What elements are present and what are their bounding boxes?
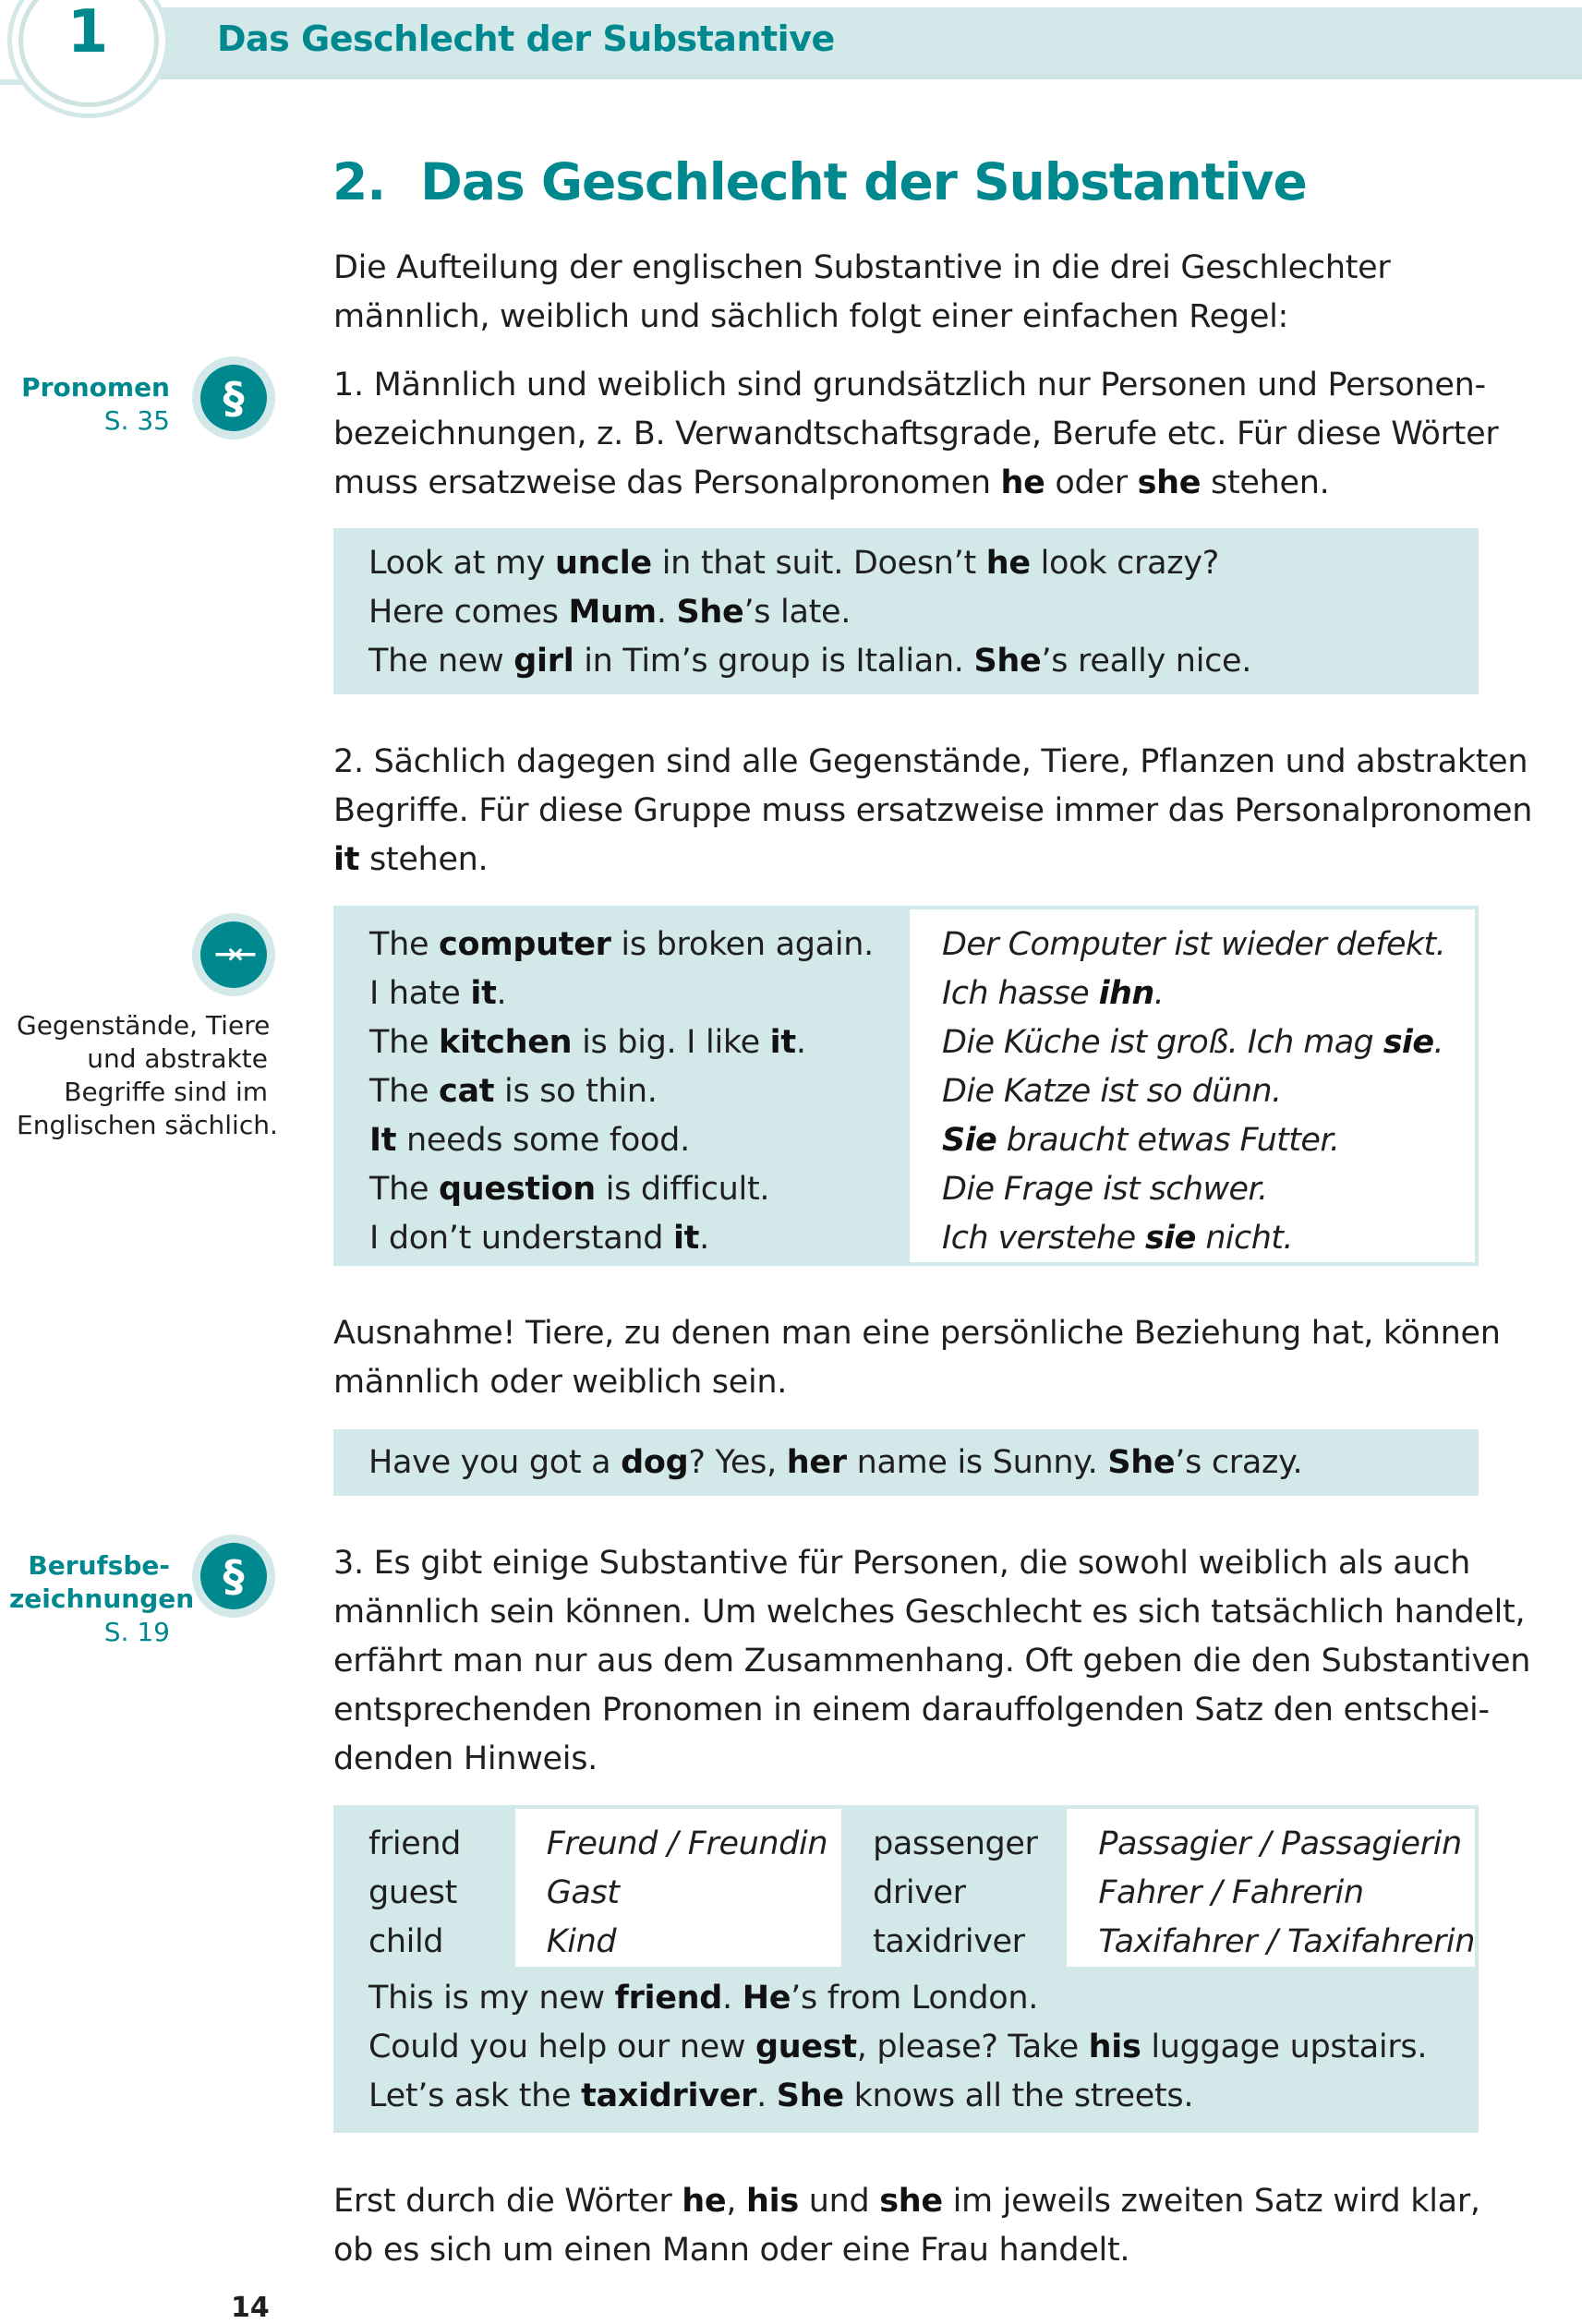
exception-example-box	[333, 1429, 1479, 1496]
text-line: it stehen.	[333, 841, 489, 878]
text-line: Begriffe. Für diese Gruppe muss ersatzweise immer das Personalpronomen	[333, 792, 1533, 829]
text-line: The computer is broken again.	[369, 926, 874, 963]
emphasis: cat	[439, 1073, 495, 1110]
text-line: The kitchen is big. I like it.	[369, 1024, 806, 1061]
text-line: 1. Männlich und weiblich sind grundsätzlich nur Personen und Personen-	[333, 367, 1486, 403]
page-number: 14	[231, 2292, 270, 2324]
side-note-line: und abstrakte	[87, 1043, 268, 1074]
emphasis: she	[879, 2183, 943, 2220]
text-line: 2. Sächlich dagegen sind alle Gegenstände, Tiere, Pflanzen und abstrakten	[333, 743, 1528, 780]
table-cell: driver	[873, 1874, 966, 1911]
emphasis: girl	[513, 643, 574, 680]
emphasis: dog	[621, 1444, 689, 1481]
table-cell: Taxifahrer / Taxifahrerin	[1098, 1923, 1475, 1960]
text-line: männlich oder weiblich sein.	[333, 1364, 788, 1401]
table-cell: passenger	[873, 1825, 1038, 1862]
emphasis: computer	[439, 926, 611, 963]
emphasis: it	[769, 1024, 796, 1061]
compare-arrows-icon: →←	[192, 913, 275, 996]
text-line: erfährt man nur aus dem Zusammenhang. Oft geben die den Substantiven	[333, 1643, 1531, 1680]
text-line: Look at my uncle in that suit. Doesn’t he look crazy?	[368, 545, 1220, 582]
cross-reference-pronomen[interactable]	[18, 371, 170, 438]
text-line: I don’t understand it.	[369, 1220, 709, 1257]
running-title: Das Geschlecht der Substantive	[217, 18, 835, 59]
text-line: Die Katze ist so dünn.	[942, 1073, 1282, 1110]
rule1-paragraph	[333, 361, 1497, 508]
emphasis: his	[1088, 2029, 1141, 2065]
emphasis: question	[439, 1171, 596, 1208]
emphasis: it	[470, 975, 497, 1012]
text-line: I hate it.	[369, 975, 507, 1012]
emphasis: her	[786, 1444, 847, 1481]
table-cell: Gast	[546, 1874, 620, 1911]
cross-reference-page: S. 35	[103, 405, 170, 436]
emphasis: She	[973, 643, 1042, 680]
emphasis: he	[1000, 464, 1045, 501]
text-line: This is my new friend. He’s from London.	[368, 1980, 1039, 2017]
text-line: Erst durch die Wörter he, his und she im jeweils zweiten Satz wird klar,	[333, 2183, 1480, 2220]
text-line: Die Frage ist schwer.	[942, 1171, 1268, 1208]
side-note-line: Gegenstände, Tiere	[17, 1010, 271, 1041]
text-line: ob es sich um einen Mann oder eine Frau handelt.	[333, 2232, 1130, 2269]
emphasis: uncle	[555, 545, 652, 582]
section-heading	[332, 152, 1307, 211]
emphasis: she	[1137, 464, 1202, 501]
table-cell: Freund / Freundin	[546, 1825, 828, 1862]
text-line: männlich sein können. Um welches Geschlecht es sich tatsächlich handelt,	[333, 1594, 1526, 1631]
emphasis: She	[676, 594, 744, 631]
text-line: 3. Es gibt einige Substantive für Personen, die sowohl weiblich als auch	[333, 1545, 1471, 1582]
text-line: Here comes Mum. She’s late.	[368, 594, 851, 631]
rule3-paragraph	[333, 1539, 1531, 1784]
table-cell: Passagier / Passagierin	[1098, 1825, 1462, 1862]
emphasis: It	[369, 1122, 397, 1159]
rule2-example-table	[333, 906, 1479, 1266]
conclusion-paragraph	[333, 2177, 1497, 2275]
text-line: muss ersatzweise das Personalpronomen he oder she stehen.	[333, 464, 1330, 501]
text-line: bezeichnungen, z. B. Verwandtschaftsgrade, Berufe etc. Für diese Wörter	[333, 415, 1499, 452]
emphasis: friend	[614, 1980, 723, 2017]
text-line: Have you got a dog? Yes, her name is Sunny. She’s crazy.	[368, 1444, 1303, 1481]
text-line: The question is difficult.	[369, 1171, 770, 1208]
emphasis: taxidriver	[581, 2077, 757, 2114]
emphasis: Mum	[568, 594, 657, 631]
emphasis: his	[746, 2183, 799, 2220]
side-note-line: Englischen sächlich.	[17, 1110, 278, 1140]
emphasis: He	[742, 1980, 791, 2017]
text-line: Ich hasse ihn.	[942, 975, 1165, 1012]
rule3-example-box	[333, 1967, 1479, 2133]
text-line: Die Küche ist groß. Ich mag sie.	[942, 1024, 1444, 1061]
text-line: Ich verstehe sie nicht.	[942, 1220, 1293, 1257]
text-line: Let’s ask the taxidriver. She knows all the streets.	[368, 2077, 1194, 2114]
table-cell: Kind	[546, 1923, 617, 1960]
german-translations	[910, 909, 1475, 1262]
text-line: The new girl in Tim’s group is Italian. She’s really nice.	[368, 643, 1252, 680]
table-col-german-2	[1067, 1809, 1475, 1967]
emphasis: sie	[1145, 1220, 1196, 1257]
intro-line: Die Aufteilung der englischen Substantive in die drei Geschlechter	[333, 249, 1391, 286]
emphasis: it	[333, 841, 360, 878]
side-note	[17, 1009, 278, 1142]
exception-paragraph	[333, 1309, 1501, 1407]
table-col-english-1	[337, 1809, 515, 1967]
table-col-german-1	[515, 1809, 841, 1967]
english-examples	[337, 909, 910, 1262]
emphasis: ihn	[1098, 975, 1154, 1012]
cross-reference-title: zeichnungen	[9, 1583, 195, 1614]
rule1-example-box	[333, 528, 1479, 694]
text-line: It needs some food.	[369, 1122, 690, 1159]
text-line: Ausnahme! Tiere, zu denen man eine persönliche Beziehung hat, können	[333, 1315, 1501, 1352]
table-cell: guest	[368, 1874, 457, 1911]
emphasis: he	[682, 2183, 727, 2220]
cross-reference-page: S. 19	[103, 1617, 170, 1647]
cross-reference-berufsbezeichnungen[interactable]	[9, 1549, 195, 1649]
section-title: Das Geschlecht der Substantive	[420, 152, 1307, 211]
emphasis: Sie	[942, 1122, 997, 1159]
emphasis: he	[985, 545, 1031, 582]
section-sign-icon: §	[192, 1535, 275, 1618]
table-cell: Fahrer / Fahrerin	[1098, 1874, 1364, 1911]
table-cell: child	[368, 1923, 444, 1960]
text-line: denden Hinweis.	[333, 1740, 598, 1777]
rule2-paragraph	[333, 738, 1533, 885]
text-line: Sie braucht etwas Futter.	[942, 1122, 1340, 1159]
emphasis: kitchen	[439, 1024, 573, 1061]
text-line: entsprechenden Pronomen in einem darauffolgenden Satz den entschei-	[333, 1692, 1490, 1728]
table-cell: friend	[368, 1825, 461, 1862]
text-line: Der Computer ist wieder defekt.	[942, 926, 1446, 963]
cross-reference-title: Berufsbe-	[28, 1550, 170, 1581]
side-note-line: Begriffe sind im	[64, 1077, 268, 1107]
cross-reference-title: Pronomen	[21, 372, 170, 403]
emphasis: it	[672, 1220, 700, 1257]
chapter-number: 1	[66, 0, 109, 66]
intro-line: männlich, weiblich und sächlich folgt einer einfachen Regel:	[333, 298, 1288, 335]
section-number: 2.	[332, 152, 386, 211]
emphasis: guest	[755, 2029, 857, 2065]
emphasis: She	[1107, 1444, 1176, 1481]
common-gender-table	[333, 1805, 1479, 1967]
emphasis: sie	[1383, 1024, 1434, 1061]
intro-paragraph	[333, 244, 1497, 342]
section-sign-icon: §	[192, 356, 275, 440]
text-line: Could you help our new guest, please? Take his luggage upstairs.	[368, 2029, 1428, 2065]
emphasis: She	[776, 2077, 844, 2114]
text-line: The cat is so thin.	[369, 1073, 658, 1110]
table-cell: taxidriver	[873, 1923, 1025, 1960]
table-col-english-2	[841, 1809, 1067, 1967]
